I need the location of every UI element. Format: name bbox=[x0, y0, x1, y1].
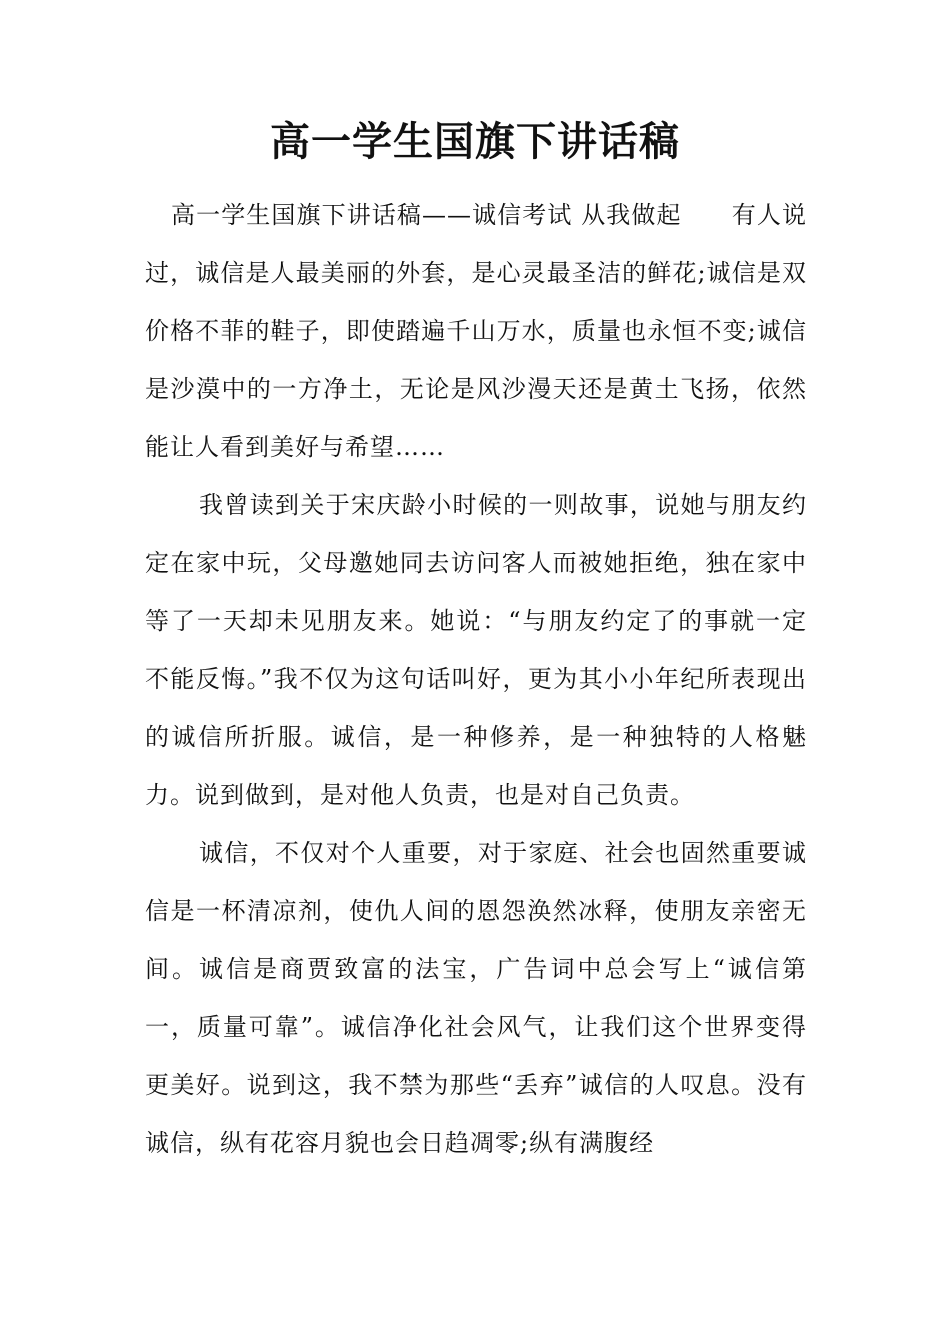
paragraph-1: 高一学生国旗下讲话稿——诚信考试 从我做起 有人说过，诚信是人最美丽的外套，是心灵最圣洁的鲜花;诚信是双价格不菲的鞋子，即使踏遍千山万水，质量也永恒不变;诚信是沙漠中的一方净土，无论是风沙漫天还是黄土飞扬，依然能让人看到美好与希望…… bbox=[145, 201, 807, 461]
paragraph-2: 我曾读到关于宋庆龄小时候的一则故事，说她与朋友约定在家中玩，父母邀她同去访问客人而被她拒绝，独在家中等了一天却未见朋友来。她说：“与朋友约定了的事就一定不能反悔。”我不仅为这句话叫好，更为其小小年纪所表现出的诚信所折服。诚信，是一种修养，是一种独特的人格魅力。说到做到，是对他人负责，也是对自己负责。 bbox=[145, 491, 807, 809]
document-body bbox=[145, 186, 807, 1172]
paragraph-3: 诚信，不仅对个人重要，对于家庭、社会也固然重要诚信是一杯清凉剂，使仇人间的恩怨涣然冰释，使朋友亲密无间。诚信是商贾致富的法宝，广告词中总会写上“诚信第一，质量可靠”。诚信净化社会风气，让我们这个世界变得更美好。说到这，我不禁为那些“丢弃”诚信的人叹息。没有诚信，纵有花容月貌也会日趋凋零;纵有满腹经 bbox=[145, 839, 807, 1157]
document-title: 高一学生国旗下讲话稿 bbox=[270, 118, 680, 165]
